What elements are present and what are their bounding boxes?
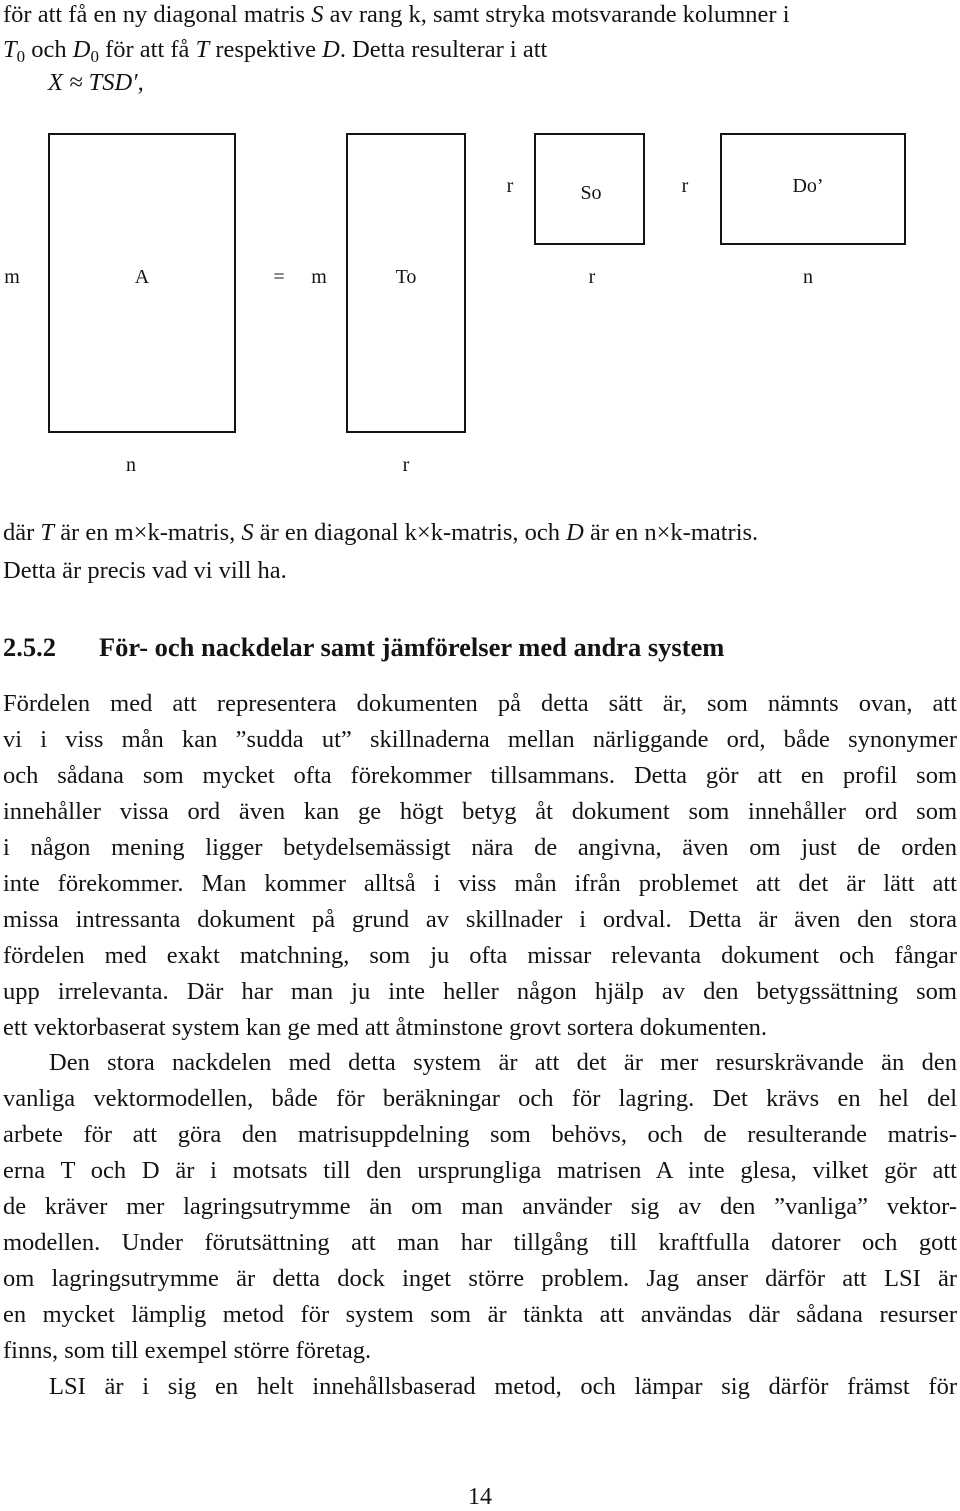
- body-line: missa intressanta dokument på grund av skillnader i ordval. Detta är även den stora: [3, 906, 957, 933]
- body-line: modellen. Under förutsättning att man har tillgång till kraftfulla datorer och gott: [3, 1229, 957, 1256]
- body-line: fördelen med exakt matchning, som ju ofta missar relevanta dokument och fångar: [3, 942, 957, 969]
- body-line: LSI är i sig en helt innehållsbaserad metod, och lämpar sig därför främst för: [49, 1373, 957, 1400]
- body-text: där: [3, 519, 41, 546]
- math-symbol-d: D: [322, 36, 340, 63]
- matrix-label-a: A: [134, 266, 150, 288]
- body-line: vi i viss mån kan ”sudda ut” skillnaderna mellan närliggande ord, både synonymer: [3, 726, 957, 753]
- matrix-label-to: To: [395, 266, 417, 288]
- math-symbol-s: S: [241, 519, 254, 546]
- body-line: arbete för att göra den matrisuppdelning som behövs, och de resulterande matris-: [3, 1121, 957, 1148]
- math-symbol-t: T: [3, 36, 17, 63]
- equals-sign: =: [273, 266, 285, 288]
- intro-text: respektive: [209, 36, 323, 63]
- math-symbol-t: T: [195, 36, 210, 63]
- math-symbol-t: T: [40, 519, 55, 546]
- body-line: om lagringsutrymme är detta dock inget större problem. Jag anser därför att LSI är: [3, 1265, 957, 1292]
- dimension-label-r: r: [506, 175, 514, 197]
- dimension-label-n: n: [126, 454, 136, 476]
- body-line: finns, som till exempel större företag.: [3, 1337, 372, 1364]
- dimension-label-r: r: [588, 266, 596, 288]
- matrix-label-do: Do’: [792, 175, 824, 197]
- body-text: är en n×k-matris.: [583, 519, 759, 546]
- body-line: de kräver mer lagringsutrymme än om man använder sig av den ”vanliga” vektor-: [3, 1193, 957, 1220]
- dimension-label-r: r: [402, 454, 410, 476]
- matrix-decomposition-diagram: [0, 125, 960, 485]
- formula: [48, 68, 960, 98]
- body-text: är en diagonal k×k-matris, och: [253, 519, 567, 546]
- intro-line-1: [3, 0, 957, 30]
- formula-text: X ≈ TSD′,: [48, 69, 144, 96]
- section-title: För- och nackdelar samt jämförelser med andra system: [99, 632, 725, 662]
- intro-line-2: [3, 35, 957, 67]
- body-line: Den stora nackdelen med detta system är att det är mer resurskrävande än den: [49, 1049, 957, 1076]
- intro-text: . Detta resulterar i att: [339, 36, 548, 63]
- section-number: 2.5.2: [3, 632, 56, 662]
- math-subscript: 0: [90, 47, 99, 66]
- math-symbol-d: D: [72, 36, 91, 63]
- after-diagram-line-1: [3, 518, 957, 548]
- body-line: och sådana som mycket ofta förekommer tillsammans. Detta gör att en profil som: [3, 762, 957, 789]
- dimension-label-m: m: [311, 266, 327, 288]
- dimension-label-r: r: [681, 175, 689, 197]
- matrix-label-so: So: [580, 182, 602, 204]
- intro-text: av rang k, samt stryka motsvarande kolumner i: [323, 1, 790, 28]
- body-text: är en m×k-matris,: [54, 519, 242, 546]
- body-line: i någon mening ligger betydelsemässigt nära de angivna, även om just de orden: [3, 834, 957, 861]
- math-subscript: 0: [16, 47, 26, 66]
- section-heading: [3, 630, 724, 664]
- body-line: upp irrelevanta. Där har man ju inte heller någon hjälp av den betygssättning som: [3, 978, 957, 1005]
- body-line: innehåller vissa ord även kan ge högt betyg åt dokument som innehåller ord som: [3, 798, 957, 825]
- dimension-label-n: n: [803, 266, 813, 288]
- math-symbol-s: S: [311, 1, 324, 28]
- math-symbol-d: D: [566, 519, 584, 546]
- page-number: 14: [468, 1484, 492, 1510]
- body-line: en mycket lämplig metod för system som är tänkta att användas där sådana resurser: [3, 1301, 957, 1328]
- dimension-label-m: m: [4, 266, 20, 288]
- body-line: erna T och D är i motsats till den ursprungliga matrisen A inte glesa, vilket gör att: [3, 1157, 957, 1184]
- body-line: ett vektorbaserat system kan ge med att åtminstone grovt sortera dokumenten.: [3, 1014, 768, 1041]
- body-line: vanliga vektormodellen, både för beräkningar och för lagring. Det krävs en hel del: [3, 1085, 957, 1112]
- intro-text: för att få en ny diagonal matris: [3, 1, 312, 28]
- intro-text: för att få: [98, 36, 196, 63]
- body-line: inte förekommer. Man kommer alltså i viss mån ifrån problemet att det är lätt att: [3, 870, 957, 897]
- after-diagram-line-2: Detta är precis vad vi vill ha.: [3, 557, 287, 584]
- body-line: Fördelen med att representera dokumenten på detta sätt är, som nämnts ovan, att: [3, 690, 957, 717]
- intro-text: och: [25, 36, 73, 63]
